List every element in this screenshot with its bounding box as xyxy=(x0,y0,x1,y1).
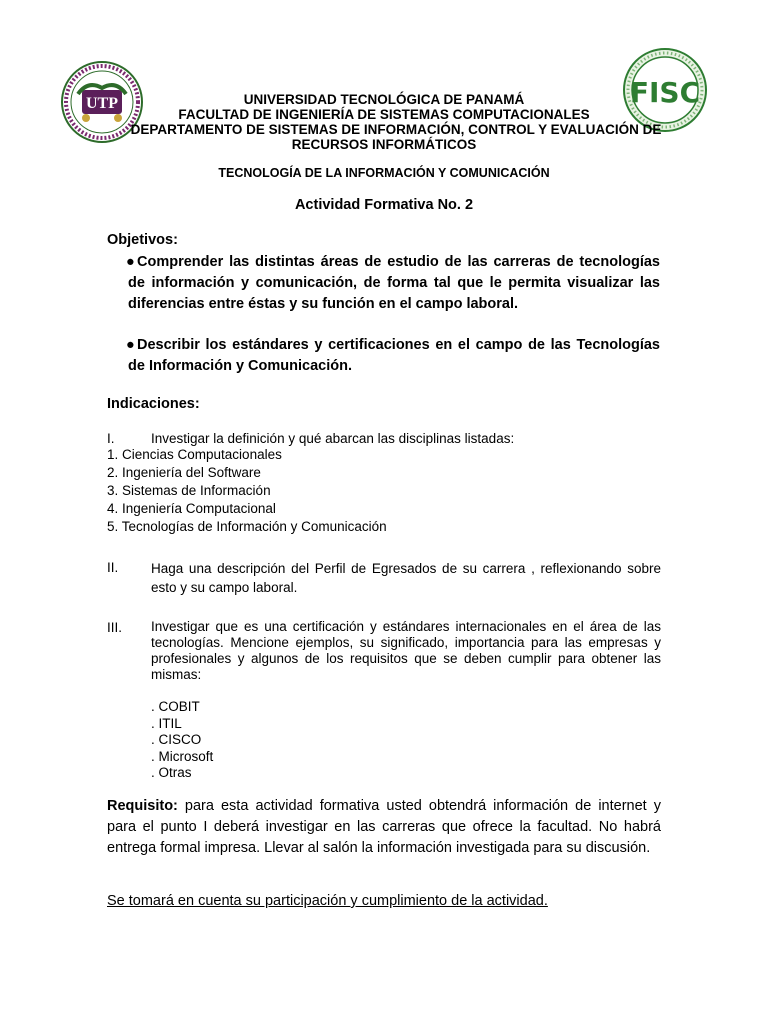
requirement-paragraph xyxy=(107,796,661,859)
list-item: . ITIL xyxy=(151,715,182,731)
objective-item xyxy=(128,252,660,315)
section-text: Haga una descripción del Perfil de Egresados de su carrera , reflexionando sobre esto y su campo laboral. xyxy=(151,561,661,595)
bullet-icon: ● xyxy=(126,337,135,353)
bullet-icon: ● xyxy=(126,254,135,270)
section-text: Investigar la definición y qué abarcan las disciplinas listadas: xyxy=(151,431,515,446)
list-item: 1. Ciencias Computacionales xyxy=(107,447,282,462)
objective-text: Comprender las distintas áreas de estudio de las carreras de tecnologías de información y comunicación, de forma tal que le permita visualizar las diferencias entre éstas y su función en el campo laboral. xyxy=(128,254,660,312)
list-item: 2. Ingeniería del Software xyxy=(107,465,261,480)
list-item: 5. Tecnologías de Información y Comunicación xyxy=(107,519,387,534)
requirement-text: para esta actividad formativa usted obtendrá información de internet y para el punto I deberá investigar en las carreras que ofrece la facultad. No habrá entrega formal impresa. Llevar al salón la información investigada para su discusión. xyxy=(107,798,661,856)
requirement-label: Requisito: xyxy=(107,798,178,814)
section-number: I. xyxy=(107,431,115,446)
activity-title: Actividad Formativa No. 2 xyxy=(294,197,474,213)
list-item: . CISCO xyxy=(151,732,202,747)
list-item: 3. Sistemas de Información xyxy=(107,483,271,498)
objective-item xyxy=(128,335,660,377)
list-item: . COBIT xyxy=(151,699,200,714)
discipline-list xyxy=(107,446,387,536)
fisc-logo-text: FISC xyxy=(629,76,701,109)
section-text: Investigar que es una certificación y estándares internacionales en el área de las tecnologías. Mencione ejemplos, su significado, importancia para las empresas y profesionales y algunos de los requisitos que se deben cumplir para obtener las mismas: xyxy=(151,619,661,682)
section-number: III. xyxy=(107,620,123,635)
section-number: II. xyxy=(107,560,119,575)
university-name: UNIVERSIDAD TECNOLÓGICA DE PANAMÁ xyxy=(243,92,525,107)
list-item: 4. Ingeniería Computacional xyxy=(107,501,276,516)
utp-logo-text: UTP xyxy=(86,95,118,112)
department-name: DEPARTAMENTO DE SISTEMAS DE INFORMACIÓN, CONTROL Y EVALUACIÓN DE xyxy=(130,122,662,137)
evaluation-note: Se tomará en cuenta su participación y cumplimiento de la actividad. xyxy=(107,893,548,909)
department-name-cont: RECURSOS INFORMÁTICOS xyxy=(291,137,477,152)
indications-heading: Indicaciones: xyxy=(107,396,200,412)
objectives-heading: Objetivos: xyxy=(107,232,178,248)
objective-text: Describir los estándares y certificaciones en el campo de las Tecnologías de Información y Comunicación. xyxy=(128,337,660,374)
certification-list xyxy=(151,699,213,782)
faculty-name: FACULTAD DE INGENIERÍA DE SISTEMAS COMPUTACIONALES xyxy=(178,107,590,122)
subject-title: TECNOLOGÍA DE LA INFORMACIÓN Y COMUNICACIÓN xyxy=(218,166,550,180)
list-item: . Microsoft xyxy=(151,748,214,764)
list-item: . Otras xyxy=(151,765,192,780)
